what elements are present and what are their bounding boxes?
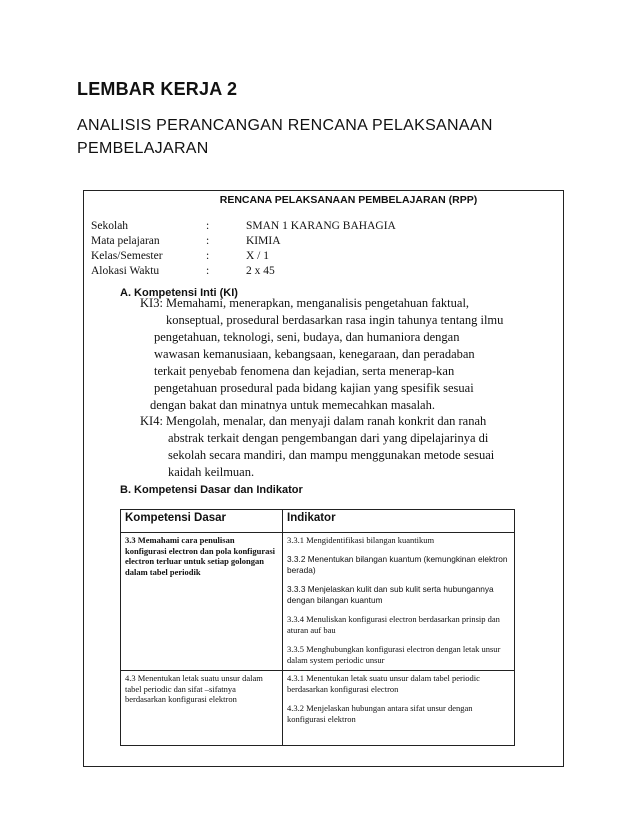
section-a-heading: A. Kompetensi Inti (KI) <box>120 287 238 299</box>
info-colon: : <box>206 265 210 277</box>
ki3-line: terkait penyebab fenomena dan kejadian, serta menerap-kan <box>154 364 455 378</box>
indicator-item: 3.3.3 Menjelaskan kulit dan sub kulit serta hubungannya dengan bilangan kuantum <box>287 584 494 605</box>
section-b-heading: B. Kompetensi Dasar dan Indikator <box>120 484 303 496</box>
info-label: Sekolah <box>91 220 129 232</box>
ki4-block <box>140 413 494 481</box>
indicator-cell <box>283 533 515 671</box>
info-colon: : <box>206 250 210 262</box>
ki4-line: kaidah keilmuan. <box>168 465 255 479</box>
ki3-line: KI3: Memahami, menerapkan, menganalisis pengetahuan faktual, <box>140 296 470 310</box>
kd-indicator-table <box>120 509 515 746</box>
rpp-heading: RENCANA PELAKSANAAN PEMBELAJARAN (RPP) <box>219 194 478 206</box>
ki4-line: KI4: Mengolah, menalar, dan menyaji dalam ranah konkrit dan ranah <box>140 414 487 428</box>
worksheet-title: LEMBAR KERJA 2 <box>77 79 238 99</box>
info-value: SMAN 1 KARANG BAHAGIA <box>246 220 396 232</box>
ki3-line: pengetahuan, teknologi, seni, budaya, dan humaniora dengan <box>154 330 460 344</box>
indicator-item: 4.3.1 Menentukan letak suatu unsur dalam tabel periodic berdasarkan konfigurasi electron <box>287 673 480 694</box>
ki3-line: konseptual, prosedural berdasarkan rasa ingin tahunya tentang ilmu <box>166 313 504 327</box>
ki3-block <box>140 295 503 414</box>
ki4-line: abstrak terkait dengan pengembangan dari yang dipelajarinya di <box>168 431 489 445</box>
indicator-item: 4.3.2 Menjelaskan hubungan antara sifat unsur dengan konfigurasi elektron <box>287 703 473 724</box>
indicator-item: 3.3.4 Menuliskan konfigurasi electron berdasarkan prinsip dan aturan auf bau <box>287 614 500 635</box>
kd-cell: 3.3 Memahami cara penulisan konfigurasi electron dan pola konfigurasi electron terluar untuk setiap golongan dalam tabel periodik <box>121 533 283 671</box>
indicator-item: 3.3.5 Menghubungkan konfigurasi electron dengan letak unsur dalam system periodic unsur <box>287 644 501 665</box>
info-value: KIMIA <box>246 235 281 247</box>
table-row <box>121 533 515 671</box>
indicator-item: 3.3.2 Menentukan bilangan kuantum (kemungkinan elektron berada) <box>287 554 508 575</box>
info-value: X / 1 <box>246 250 269 262</box>
worksheet-subtitle: ANALISIS PERANCANGAN RENCANA PELAKSANAAN PEMBELAJARAN <box>77 117 493 157</box>
column-header-kd: Kompetensi Dasar <box>121 510 283 533</box>
ki3-line: wawasan kemanusiaan, kebangsaan, kenegaraan, dan peradaban <box>154 347 475 361</box>
ki3-line: pengetahuan prosedural pada bidang kajian yang spesifik sesuai <box>154 381 474 395</box>
column-header-indicator: Indikator <box>283 510 515 533</box>
kd-cell: 4.3 Menentukan letak suatu unsur dalam tabel periodic dan sifat –sifatnya berdasarkan konfigurasi elektron <box>121 671 283 746</box>
rpp-box <box>83 190 564 767</box>
info-colon: : <box>206 220 210 232</box>
ki4-line: sekolah secara mandiri, dan mampu menggunakan metode sesuai <box>168 448 495 462</box>
table-row <box>121 671 515 746</box>
indicator-cell <box>283 671 515 746</box>
indicator-item: 3.3.1 Mengidentifikasi bilangan kuantikum <box>287 535 435 545</box>
table-header-row <box>121 510 515 533</box>
info-label: Mata pelajaran <box>91 235 160 247</box>
ki3-line: dengan bakat dan minatnya untuk memecahkan masalah. <box>150 398 435 412</box>
info-label: Kelas/Semester <box>91 250 163 262</box>
info-colon: : <box>206 235 210 247</box>
info-label: Alokasi Waktu <box>91 265 160 277</box>
info-value: 2 x 45 <box>246 265 275 277</box>
